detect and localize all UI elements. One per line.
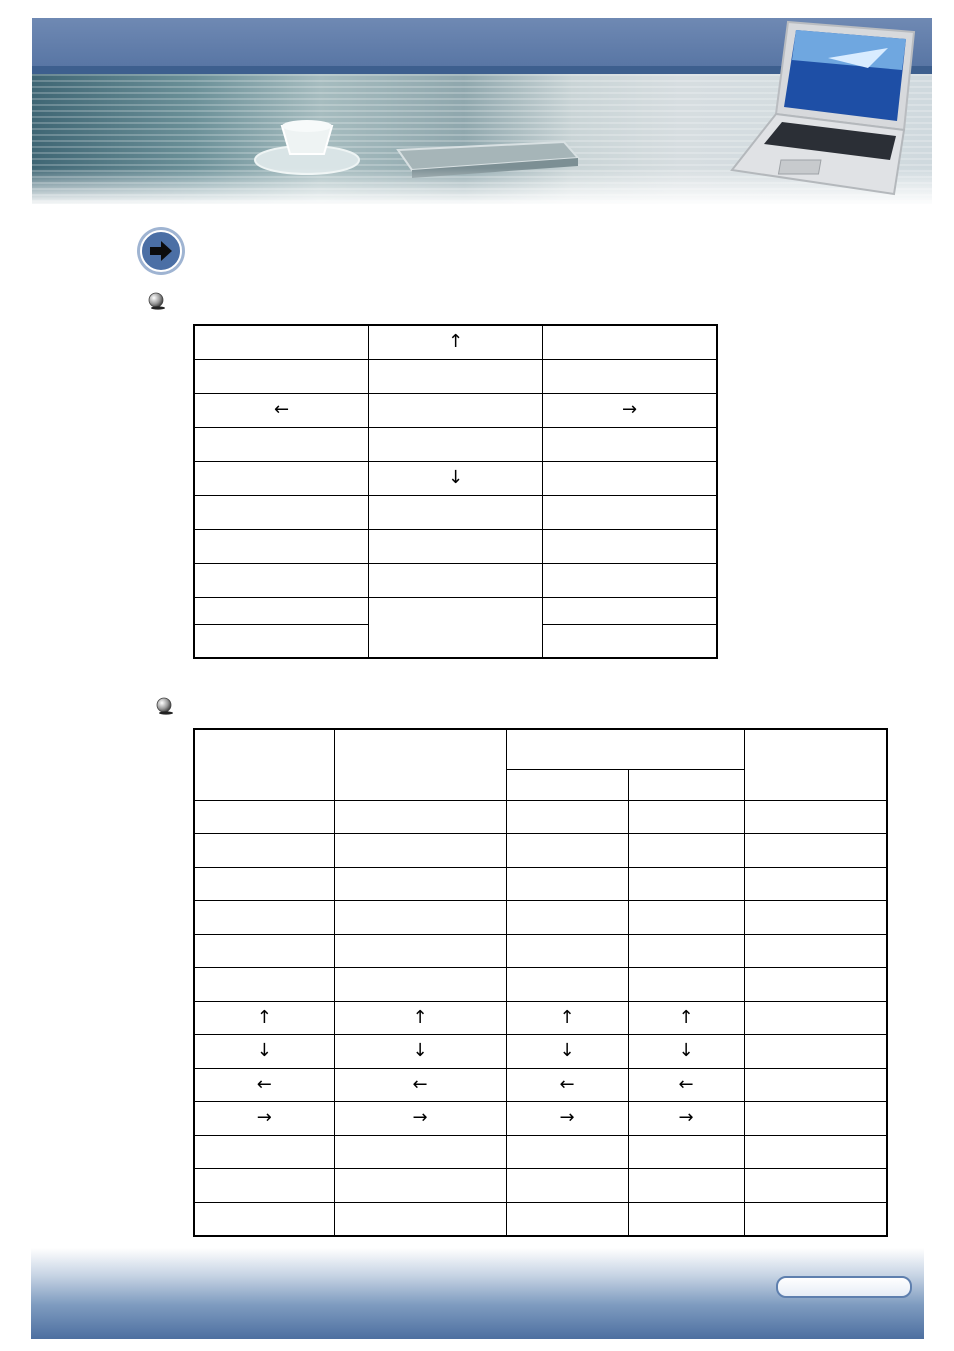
table-cell bbox=[744, 1035, 887, 1069]
table-cell bbox=[506, 1169, 628, 1203]
table-cell bbox=[744, 901, 887, 935]
table-cell bbox=[194, 624, 369, 658]
table-cell bbox=[628, 1135, 744, 1169]
table-cell bbox=[194, 563, 369, 597]
table-cell bbox=[334, 1202, 506, 1236]
table-cell bbox=[194, 934, 334, 968]
table-row bbox=[194, 427, 717, 461]
key-table-2 bbox=[193, 728, 888, 1237]
table-cell bbox=[194, 800, 334, 834]
table-cell bbox=[506, 867, 628, 901]
table-row bbox=[194, 934, 887, 968]
subheader-cell bbox=[628, 769, 744, 800]
table-cell bbox=[543, 529, 718, 563]
table-cell bbox=[744, 1169, 887, 1203]
table-cell: → bbox=[543, 393, 718, 427]
table-cell bbox=[543, 563, 718, 597]
table-cell: ↓ bbox=[334, 1035, 506, 1069]
page-number-pill bbox=[776, 1276, 912, 1298]
table-row bbox=[194, 1135, 887, 1169]
table-cell bbox=[194, 968, 334, 1002]
table-cell bbox=[194, 359, 369, 393]
table-cell bbox=[744, 1135, 887, 1169]
table-row bbox=[194, 968, 887, 1002]
table-cell bbox=[628, 901, 744, 935]
header-cell bbox=[744, 729, 887, 800]
table-cell bbox=[744, 1202, 887, 1236]
table-cell bbox=[744, 834, 887, 868]
table-cell-merged bbox=[369, 597, 543, 658]
table-cell bbox=[543, 359, 718, 393]
table-row bbox=[194, 359, 717, 393]
key-table-1 bbox=[193, 324, 718, 659]
table-cell: ↓ bbox=[194, 1035, 334, 1069]
table-cell bbox=[194, 597, 369, 624]
table-cell bbox=[628, 834, 744, 868]
table-cell: ↑ bbox=[369, 325, 543, 359]
table-cell bbox=[744, 1068, 887, 1102]
table-cell: ← bbox=[628, 1068, 744, 1102]
table-header-row bbox=[194, 729, 887, 769]
table-row bbox=[194, 563, 717, 597]
table-row bbox=[194, 495, 717, 529]
table-row bbox=[194, 1169, 887, 1203]
right-arrow-circle-icon bbox=[136, 226, 186, 276]
table-row bbox=[194, 461, 717, 495]
table-cell: ↓ bbox=[506, 1035, 628, 1069]
table-cell bbox=[334, 968, 506, 1002]
table-cell: ← bbox=[334, 1068, 506, 1102]
table-cell bbox=[628, 1202, 744, 1236]
table-cell: ← bbox=[194, 1068, 334, 1102]
table-cell bbox=[543, 427, 718, 461]
table-row bbox=[194, 1068, 887, 1102]
table-cell bbox=[744, 968, 887, 1002]
table-cell bbox=[744, 1102, 887, 1136]
table-cell bbox=[543, 597, 718, 624]
table-cell bbox=[194, 325, 369, 359]
table-cell bbox=[194, 461, 369, 495]
table-cell bbox=[334, 1135, 506, 1169]
table-cell bbox=[194, 867, 334, 901]
table-cell bbox=[506, 901, 628, 935]
table-cell: ← bbox=[194, 393, 369, 427]
table-row bbox=[194, 1202, 887, 1236]
table-cell: ↓ bbox=[628, 1035, 744, 1069]
table-cell bbox=[194, 834, 334, 868]
table-cell: → bbox=[506, 1102, 628, 1136]
table-cell bbox=[506, 834, 628, 868]
table-cell bbox=[628, 800, 744, 834]
table-cell bbox=[506, 1202, 628, 1236]
table-cell bbox=[369, 393, 543, 427]
table-cell bbox=[506, 934, 628, 968]
table-cell bbox=[369, 427, 543, 461]
table-cell: ↑ bbox=[628, 1001, 744, 1035]
table-cell bbox=[628, 968, 744, 1002]
table-cell bbox=[506, 800, 628, 834]
table-cell bbox=[194, 1169, 334, 1203]
table-cell: → bbox=[194, 1102, 334, 1136]
table-cell: ↓ bbox=[369, 461, 543, 495]
table-cell bbox=[334, 800, 506, 834]
sphere-bullet-icon bbox=[156, 697, 174, 715]
table-cell bbox=[194, 901, 334, 935]
table-cell bbox=[194, 495, 369, 529]
table-cell bbox=[506, 968, 628, 1002]
header-cell bbox=[194, 729, 334, 800]
table-cell bbox=[334, 867, 506, 901]
table-cell bbox=[744, 867, 887, 901]
table-row bbox=[194, 834, 887, 868]
table-row bbox=[194, 901, 887, 935]
table-cell: ↑ bbox=[506, 1001, 628, 1035]
table-cell bbox=[744, 800, 887, 834]
table-cell bbox=[334, 901, 506, 935]
table-cell bbox=[628, 867, 744, 901]
sphere-bullet-icon bbox=[148, 292, 166, 310]
table-cell bbox=[506, 1135, 628, 1169]
table-row bbox=[194, 325, 717, 359]
table-cell: → bbox=[628, 1102, 744, 1136]
table-cell bbox=[543, 325, 718, 359]
table-cell bbox=[744, 934, 887, 968]
header-cell bbox=[334, 729, 506, 800]
table-row bbox=[194, 1035, 887, 1069]
header-banner bbox=[32, 18, 932, 204]
table-row bbox=[194, 867, 887, 901]
table-cell bbox=[194, 427, 369, 461]
table-cell bbox=[369, 359, 543, 393]
table-cell bbox=[628, 1169, 744, 1203]
table-cell bbox=[369, 563, 543, 597]
table-cell bbox=[194, 1135, 334, 1169]
table-cell bbox=[628, 934, 744, 968]
table-row bbox=[194, 393, 717, 427]
table-row bbox=[194, 1001, 887, 1035]
table-cell bbox=[744, 1001, 887, 1035]
table-cell bbox=[543, 495, 718, 529]
laptop-icon bbox=[718, 18, 932, 204]
table-cell bbox=[369, 529, 543, 563]
table-row bbox=[194, 597, 717, 624]
table-cell bbox=[334, 934, 506, 968]
table-cell bbox=[334, 1169, 506, 1203]
table-cell bbox=[543, 624, 718, 658]
table-cell: ↑ bbox=[194, 1001, 334, 1035]
table-row bbox=[194, 800, 887, 834]
header-cell bbox=[506, 729, 744, 769]
table-row bbox=[194, 529, 717, 563]
table-cell bbox=[543, 461, 718, 495]
table-row bbox=[194, 1102, 887, 1136]
subheader-cell bbox=[506, 769, 628, 800]
table-cell bbox=[334, 834, 506, 868]
footer-band bbox=[31, 1248, 924, 1339]
table-cell bbox=[194, 1202, 334, 1236]
table-cell: → bbox=[334, 1102, 506, 1136]
table-cell: ← bbox=[506, 1068, 628, 1102]
table-cell bbox=[369, 495, 543, 529]
table-cell bbox=[194, 529, 369, 563]
table-cell: ↑ bbox=[334, 1001, 506, 1035]
